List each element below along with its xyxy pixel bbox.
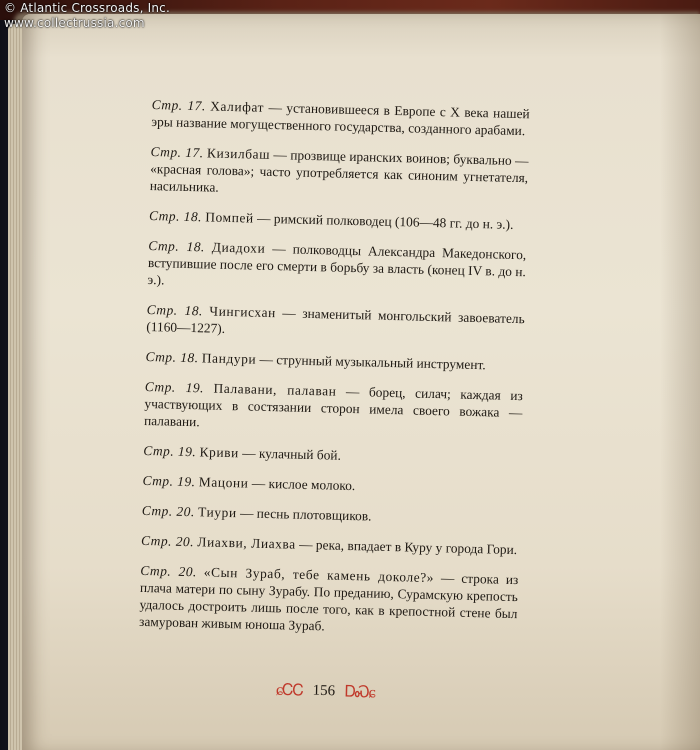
note-definition: — кулачный бой.: [242, 445, 342, 463]
note-term: Диадохи: [211, 239, 266, 256]
note-entry: [145, 237, 526, 297]
note-term: Халифат: [210, 98, 265, 115]
watermark-url: www.collectrussia.com: [4, 16, 145, 30]
note-page-ref: Стр. 19.: [143, 442, 197, 460]
note-definition: — кислое молоко.: [251, 475, 356, 494]
note-entry: [148, 143, 529, 203]
note-page-ref: Стр. 17.: [151, 97, 206, 114]
note-page-ref: Стр. 19.: [142, 472, 196, 490]
note-definition: — струнный музыкальный инструмент.: [259, 351, 486, 373]
note-term: Кизилбаш: [206, 145, 271, 162]
note-term: Чингисхан: [209, 303, 277, 321]
note-term: Мацони: [198, 474, 249, 491]
note-page-ref: Стр. 19.: [144, 378, 205, 396]
note-term: Помпей: [205, 209, 254, 226]
note-term: Лиахви, Лиахва: [197, 534, 297, 552]
note-entry: [147, 207, 527, 233]
note-entry: [144, 301, 525, 344]
ornament-right-icon: ᎠᏍɕ: [344, 683, 375, 702]
note-term: Тиури: [197, 504, 237, 521]
note-page-ref: Стр. 18.: [146, 301, 204, 319]
note-term: Палавани, палаван: [213, 380, 337, 399]
note-page-ref: Стр. 18.: [145, 348, 199, 366]
note-page-ref: Стр. 18.: [148, 238, 206, 255]
note-term: «Сын Зураб, тебе камень доколе?»: [203, 564, 435, 586]
note-definition: — римский полководец (106—48 гг. до н. э.).: [256, 210, 514, 232]
note-entry: [137, 562, 519, 639]
note-page-ref: Стр. 20.: [140, 562, 198, 580]
note-definition: — песнь плотовщиков.: [239, 505, 372, 524]
note-definition: — строка из плача матери по сыну Зурабу. По преданию, Сурамскую крепость удалось достроить лишь после того, как в крепостной стене был замурован живым юноша Зураб.: [138, 570, 519, 634]
note-definition: — борец, силач; каждая из участвующих в состязании сторон имела своего вожака — палавани.: [143, 383, 523, 430]
page-curl-shade: [660, 14, 700, 750]
note-entry: [140, 472, 520, 498]
note-definition: — прозвище иранских воинов; буквально — «красная голова»; часто употребляется как синоним угнетателя, насильника.: [149, 147, 529, 195]
note-term: Пандури: [201, 350, 257, 367]
page-footer: [276, 682, 375, 703]
note-page-ref: Стр. 20.: [140, 532, 195, 550]
note-page-ref: Стр. 17.: [150, 144, 204, 161]
note-page-ref: Стр. 20.: [141, 502, 195, 520]
note-entry: [140, 502, 520, 528]
note-entry: [141, 442, 521, 468]
note-definition: — знаменитый монгольский завоеватель (1160—1227).: [146, 305, 525, 336]
note-entry: [139, 532, 519, 558]
watermark-copyright: © Atlantic Crossroads, Inc.: [4, 1, 170, 15]
ornament-left-icon: ɕᏟᏟ: [275, 681, 304, 700]
note-definition: — река, впадает в Куру у города Гори.: [299, 536, 518, 558]
note-definition: — полководцы Александра Македонского, вступившие после его смерти в борьбу за власть (конец IV в. до н. э.).: [147, 241, 527, 288]
page-number: 156: [312, 683, 336, 700]
note-entry: [142, 378, 523, 438]
note-page-ref: Стр. 18.: [148, 208, 203, 225]
note-definition: — установившееся в Европе с X века нашей эры название могущественного государства, созданного арабами.: [151, 99, 530, 139]
note-term: Криви: [199, 444, 240, 461]
notes-text-block: [137, 96, 530, 652]
note-entry: [143, 348, 523, 374]
